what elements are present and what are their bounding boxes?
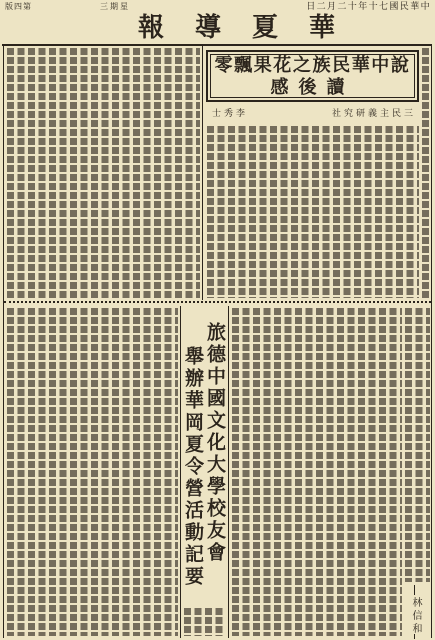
article2-column-rule-right [228, 306, 229, 638]
author-dash-bottom [414, 634, 415, 639]
article1-body-text-left [6, 48, 200, 298]
issue-date: 中華民國七十年十二月二日 [306, 2, 431, 12]
page-frame-right [431, 44, 432, 638]
section-divider [4, 301, 431, 303]
author-dash-top [414, 585, 415, 595]
article2-headline-line2: 舉辦華岡夏令營活動記要 [182, 346, 204, 588]
weekday-label: 星期三 [100, 2, 130, 11]
article2-headline-line1: 旅德中國文化大學校友會 [204, 322, 226, 564]
article1-body-text-right [206, 126, 419, 298]
article2-column-rule-left [180, 306, 181, 638]
article1-headline-box [206, 50, 419, 102]
masthead-underline [2, 44, 432, 46]
article2-body-text-right [231, 308, 402, 636]
page-frame-left [3, 44, 4, 638]
article1-headline: 說中華民族之花果飄零 [214, 55, 411, 76]
article2-body-text-far-right [404, 308, 430, 582]
article2-body-text-left [6, 308, 178, 636]
article2-body-text-under-headline [183, 608, 226, 636]
article1-subheadline: 讀後感 [270, 77, 355, 98]
byline-author: 李秀士 [212, 109, 249, 119]
masthead-title: 華夏導報 [138, 13, 367, 43]
article1-byline [212, 108, 416, 120]
edition-label: 第四版 [5, 2, 32, 11]
article1-margin-column [421, 48, 430, 298]
article1-column-rule [202, 46, 203, 300]
article2-author: 林信和 [410, 597, 421, 636]
byline-organization: 三民主義研究社 [331, 109, 416, 119]
